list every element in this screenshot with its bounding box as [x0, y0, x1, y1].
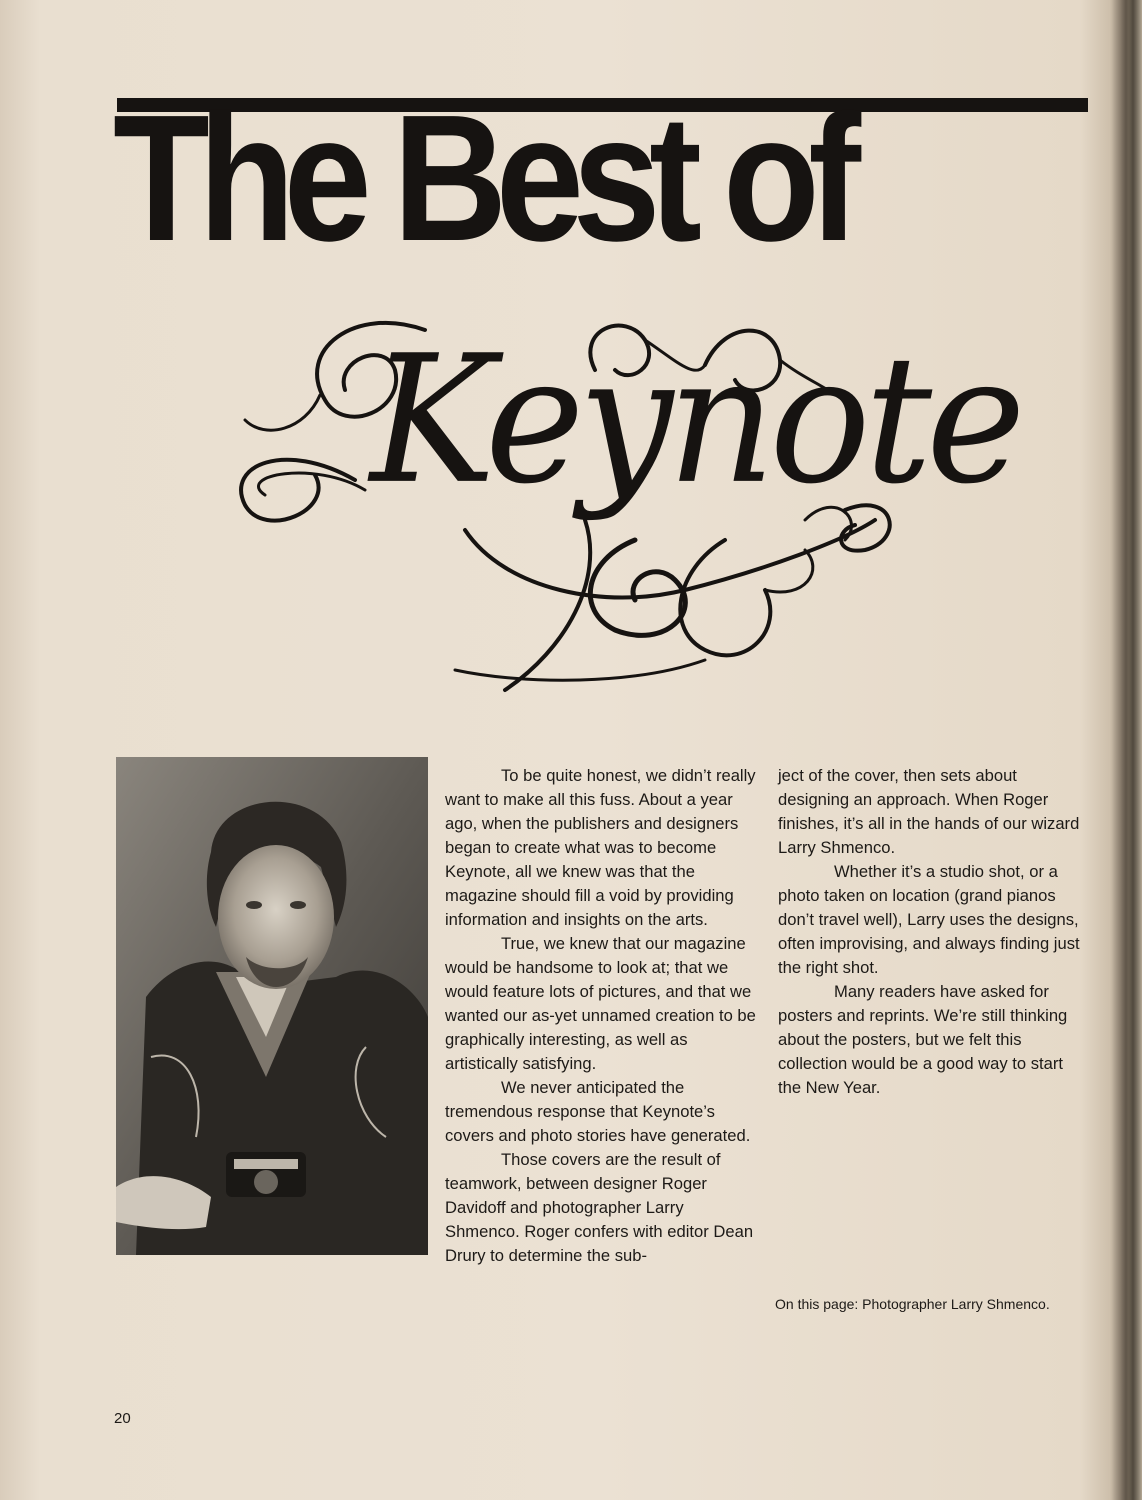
- photographer-portrait: [116, 757, 428, 1255]
- article-paragraph: ject of the cover, then sets about designing an approach. When Roger finishes, it’s all in the hands of our wizard Larry Shmenco.: [778, 766, 1080, 857]
- page-number: 20: [114, 1410, 131, 1427]
- article-paragraph: True, we knew that our magazine would be handsome to look at; that we would feature lots of pictures, and that we wanted our as-yet unnamed creation to be graphically interesting, as well as artistically satisfying.: [445, 934, 756, 1073]
- keynote-script-logo: [205, 290, 1020, 710]
- headline: The Best of: [113, 78, 850, 279]
- photo-caption: On this page: Photographer Larry Shmenco.: [775, 1296, 1050, 1312]
- article-paragraph: Many readers have asked for posters and reprints. We’re still thinking about the posters, but we felt this collection would be a good way to start the New Year.: [778, 982, 1068, 1097]
- portrait-image: [116, 757, 428, 1255]
- article-paragraph: Whether it’s a studio shot, or a photo taken on location (grand pianos don’t travel well), Larry uses the designs, often improvising, and always finding just the right shot.: [778, 862, 1080, 977]
- page-gutter-shadow: [1112, 0, 1142, 1500]
- article-paragraph: Those covers are the result of teamwork, between designer Roger Davidoff and photographer Larry Shmenco. Roger confers with editor Dean Drury to determine the sub-: [445, 1150, 754, 1265]
- article-column-2: [778, 764, 1090, 1100]
- article-paragraph: To be quite honest, we didn’t really want to make all this fuss. About a year ago, when the publishers and designers began to create what was to become Keynote, all we knew was that the magazine should fill a void by providing information and insights on the arts.: [445, 766, 756, 929]
- logo-word: Keynote: [370, 317, 1020, 523]
- article-paragraph: We never anticipated the tremendous response that Keynote’s covers and photo stories have generated.: [445, 1078, 751, 1145]
- article-column-1: [445, 764, 757, 1268]
